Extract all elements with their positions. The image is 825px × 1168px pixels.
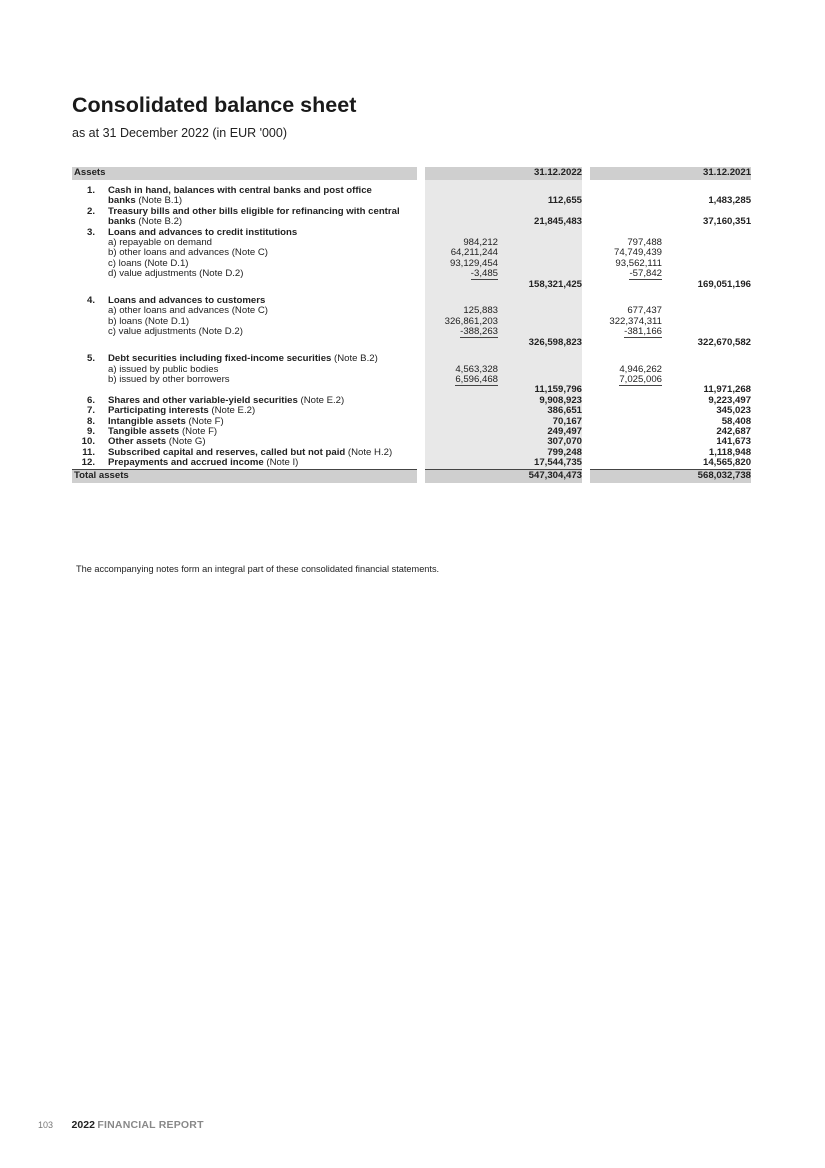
table-row: 9. Tangible assets (Note F) 249,497 242,687 bbox=[86, 425, 752, 437]
row-label: Debt securities including fixed-income securities (Note B.2) bbox=[108, 353, 378, 365]
sub-row: c) loans (Note D.1) 93,129,454 93,562,111 bbox=[108, 257, 663, 269]
row-number: 2. bbox=[86, 205, 95, 217]
value-2022: 158,321,425 bbox=[498, 280, 582, 290]
sub-row: c) value adjustments (Note D.2) -388,263 -381,166 bbox=[108, 326, 663, 338]
page-subtitle: as at 31 December 2022 (in EUR '000) bbox=[72, 126, 287, 140]
value-2022: 11,159,796 bbox=[498, 385, 582, 395]
page-footer bbox=[38, 1119, 204, 1131]
row-label: banks (Note B.1) bbox=[108, 195, 183, 207]
total-label: Total assets bbox=[72, 469, 417, 483]
table-row bbox=[72, 354, 751, 364]
table-header bbox=[72, 167, 751, 180]
total-2022: 547,304,473 bbox=[425, 469, 582, 483]
row-label: Loans and advances to credit institutions bbox=[108, 226, 298, 238]
footnote: The accompanying notes form an integral part of these consolidated financial statements. bbox=[76, 564, 440, 574]
table-row: 12. Prepayments and accrued income (Note I) 17,544,735 14,565,820 bbox=[81, 457, 752, 469]
sub-row: a) repayable on demand 984,212 797,488 bbox=[108, 237, 663, 249]
table-row: 10. Other assets (Note G) 307,070 141,673 bbox=[81, 436, 752, 448]
table-row: 6. Shares and other variable-yield securities (Note E.2) 9,908,923 9,223,497 bbox=[86, 394, 752, 406]
sub-row: a) issued by public bodies 4,563,328 4,946,262 bbox=[108, 363, 663, 375]
row-label: banks (Note B.2) bbox=[108, 216, 183, 228]
value-2021: 169,051,196 bbox=[697, 278, 752, 290]
value-2021: 322,670,582 bbox=[697, 336, 752, 348]
total-row bbox=[72, 469, 751, 483]
row-label: Cash in hand, balances with central banks and post office bbox=[108, 185, 372, 196]
sub-row: b) issued by other borrowers 6,596,468 7,025,006 bbox=[108, 373, 663, 385]
value-2022: 21,845,483 bbox=[498, 217, 582, 227]
total-2021: 568,032,738 bbox=[590, 469, 751, 483]
subtotal-row bbox=[72, 280, 751, 290]
header-2022: 31.12.2022 bbox=[425, 167, 582, 180]
header-assets: Assets bbox=[72, 167, 417, 180]
balance-sheet-table bbox=[72, 167, 751, 483]
header-2021: 31.12.2021 bbox=[590, 167, 751, 180]
sub-row: b) other loans and advances (Note C) 64,211,244 74,749,439 bbox=[108, 247, 663, 259]
row-number: 5. bbox=[86, 353, 95, 365]
row-number: 1. bbox=[86, 185, 95, 196]
sub-row: a) other loans and advances (Note C) 125,883 677,437 bbox=[108, 305, 663, 317]
table-row: 8. Intangible assets (Note F) 70,167 58,408 bbox=[86, 415, 752, 427]
table-row: 7. Participating interests (Note E.2) 386,651 345,023 bbox=[86, 405, 752, 417]
report-name: FINANCIAL REPORT bbox=[97, 1119, 204, 1131]
row-label: Loans and advances to customers bbox=[108, 295, 266, 307]
row-number: 4. bbox=[86, 295, 95, 307]
table-row: 11. Subscribed capital and reserves, called but not paid (Note H.2) 799,248 1,118,948 bbox=[82, 446, 752, 458]
value-2022: 112,655 bbox=[498, 196, 582, 206]
page-number: 103 bbox=[38, 1120, 54, 1130]
page-title: Consolidated balance sheet bbox=[72, 93, 357, 117]
value-2022: 326,598,823 bbox=[498, 338, 582, 348]
row-number: 3. bbox=[86, 226, 95, 238]
subtotal-row bbox=[72, 338, 751, 348]
value-2021: 37,160,351 bbox=[703, 216, 752, 228]
report-year: 2022 bbox=[71, 1119, 95, 1131]
sub-row: d) value adjustments (Note D.2) -3,485 -57,842 bbox=[108, 268, 663, 280]
value-2021: 1,483,285 bbox=[708, 195, 752, 207]
sub-row: b) loans (Note D.1) 326,861,203 322,374,311 bbox=[108, 315, 663, 327]
row-label: Treasury bills and other bills eligible for refinancing with central bbox=[108, 205, 400, 217]
value-2021: 11,971,268 bbox=[703, 384, 752, 396]
